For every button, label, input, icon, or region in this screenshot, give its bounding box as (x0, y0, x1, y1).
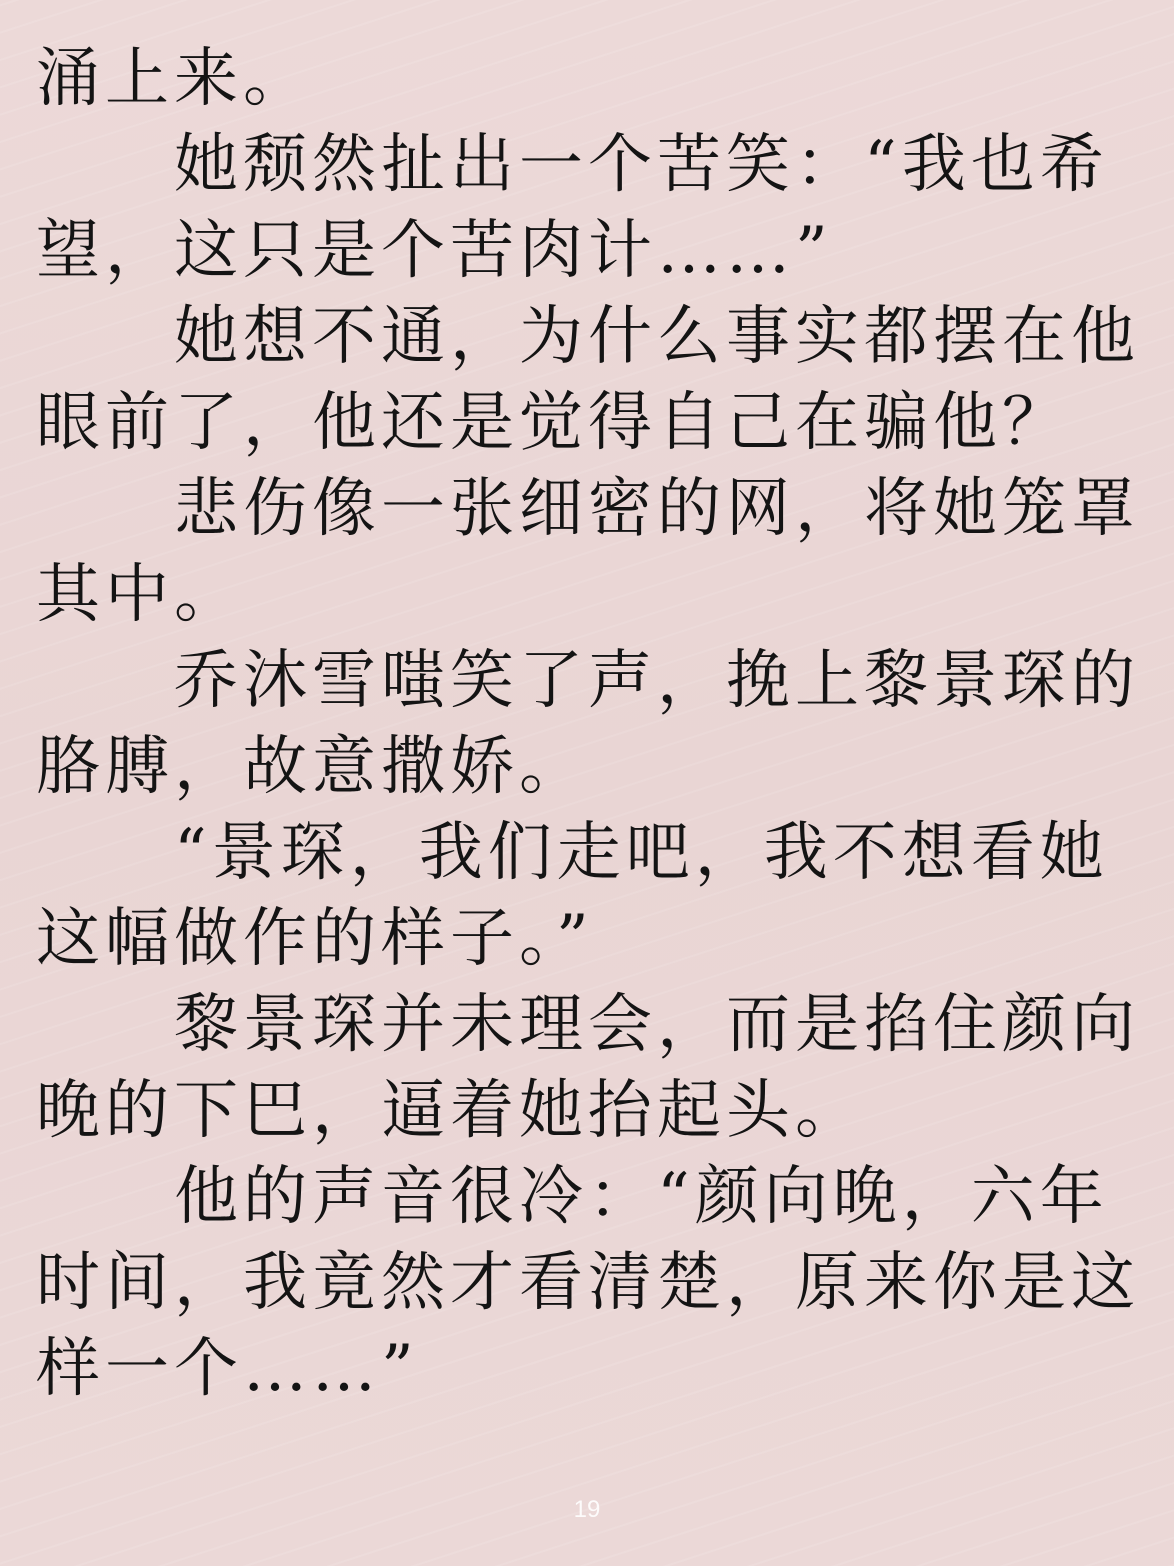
text-line: 黎景琛并未理会，而是掐住颜向 (36, 988, 1140, 1062)
text-line: 乔沐雪嗤笑了声，挽上黎景琛的 (36, 644, 1140, 718)
text-line: 胳膊，故意撒娇。 (36, 730, 588, 804)
text-line: 她想不通，为什么事实都摆在他 (36, 300, 1140, 374)
text-line: 时间，我竟然才看清楚，原来你是这 (36, 1246, 1140, 1320)
text-line: 晚的下巴，逼着她抬起头。 (36, 1074, 864, 1148)
text-line: 这幅做作的样子。” (36, 902, 594, 976)
text-line: 他的声音很冷：“颜向晚，六年 (36, 1160, 1109, 1234)
text-line: 望，这只是个苦肉计……” (36, 214, 833, 288)
text-line: 样一个……” (36, 1332, 419, 1406)
text-line: 悲伤像一张细密的网，将她笼罩 (36, 472, 1140, 546)
text-line: 她颓然扯出一个苦笑：“我也希 (36, 128, 1109, 202)
text-line: 眼前了，他还是觉得自己在骗他？ (36, 386, 1071, 460)
text-line: 涌上来。 (36, 42, 312, 116)
page-number: 19 (573, 1496, 601, 1523)
text-line: 其中。 (36, 558, 243, 632)
text-line: “景琛，我们走吧，我不想看她 (36, 816, 1109, 890)
